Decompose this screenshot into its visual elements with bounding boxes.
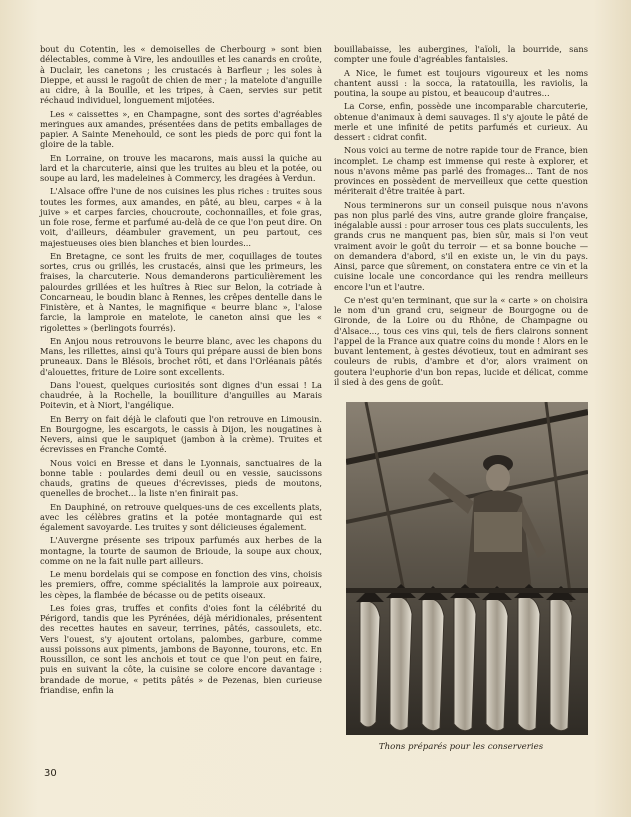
paragraph: Les foies gras, truffes et confits d'oies font la célébrité du Périgord, tandis que les Pyrénées, déjà méridionales, présentent des recettes hautes en saveur, terrines, pâtés, cassoulets, etc. Vers l'ouest, s'y ajoutent ortolans, palombes, garbure, comme aussi poissons aux piments, jambons de Bayonne, tourons, etc. En Roussillon, ce sont les anchois et tout ce que l'on peut en faire, puis en suivant la côte, la cuisine se colore encore davantage : brandade de morue, « petits pâtés » de Pezenas, bien curieuse friandise, enfin la bbox=[40, 602, 322, 695]
paragraph: En Dauphiné, on retrouve quelques-uns de ces excellents plats, avec les célèbres gratins et la potée montagnarde qui est également savoyarde. Les truites y sont délicieuses également. bbox=[40, 501, 322, 532]
photo-illustration bbox=[346, 402, 588, 735]
paragraph: Nous voici en Bresse et dans le Lyonnais, sanctuaires de la bonne table : poulardes demi deuil ou en vessie, saucissons chauds, gratins de queues d'écrevisses, pieds de moutons, quenelles de brochet... la liste n'en finirait pas. bbox=[40, 457, 322, 499]
paragraph: En Anjou nous retrouvons le beurre blanc, avec les chapons du Mans, les rillettes, ainsi qu'à Tours qui prépare aussi de bien bons pruneaux. Dans le Blésois, brochet rôti, et dans l'Orléanais pâtés d'alouettes, friture de Loire sont excellents. bbox=[40, 335, 322, 377]
paragraph: En Berry on fait déjà le clafouti que l'on retrouve en Limousin. En Bourgogne, les escargots, le cassis à Dijon, les nougatines à Nevers, ainsi que le saupiquet (jambon à la crème). Truites et écrevisses en Franche Comté. bbox=[40, 413, 322, 455]
paragraph: L'Auvergne présente ses tripoux parfumés aux herbes de la montagne, la tourte de saumon de Brioude, la soupe aux choux, comme on ne la fait nulle part ailleurs. bbox=[40, 535, 322, 566]
paragraph: Ce n'est qu'en terminant, que sur la « carte » on choisira le nom d'un grand cru, seigneur de Bourgogne ou de Gironde, de la Loire ou du Rhône, de Champagne ou d'Alsace..., tous ces vins qui, tels de fiers clairons sonnent l'appel de la France aux quatre coins du monde ! Alors en le buvant lentement, à gestes dévotieux, tout en admirant ses couleurs de rubis, d'ambre et d'or, alors vraiment on goutera l'euphorie d'un bon repas, lucide et délicat, comme il sied à des gens de goût. bbox=[334, 294, 588, 387]
paragraph: L'Alsace offre l'une de nos cuisines les plus riches : truites sous toutes les formes, aux amandes, en pâté, au bleu, carpes « à la juive » et carpes farcies, choucroute, cochonnailles, et foie gras, un foie rose, ferme et parfumé au-delà de ce que l'on peut dire. On voit, d'ailleurs, déambuler gravement, un peu partout, ces majestueuses oies bien blanches et bien lourdes... bbox=[40, 186, 322, 248]
tuna-photograph bbox=[346, 402, 588, 735]
paragraph: Le menu bordelais qui se compose en fonction des vins, choisis les premiers, offre, comme spécialités la lamproie aux poireaux, les cèpes, la flambée de bécasse ou de petits oiseaux. bbox=[40, 569, 322, 600]
paragraph: Les « caissettes », en Champagne, sont des sortes d'agréables meringues aux amandes, présentées dans de petits emballages de papier. A Sainte Menehould, ce sont les pieds de porc qui font la gloire de la table. bbox=[40, 108, 322, 150]
paragraph: Nous terminerons sur un conseil puisque nous n'avons pas non plus parlé des vins, autre grande gloire française, inégalable aussi : pour arroser tous ces plats succulents, les grands crus ne manquent pas, bien sûr, mais si l'on veut vraiment avoir le goût du terroir — et sa bonne bouche — on demandera d'abord, s'il en existe un, le vin du pays. Ainsi, parce que sûrement, on constatera entre ce vin et la cuisine locale une concordance qui les rendra meilleurs encore l'un et l'autre. bbox=[334, 199, 588, 292]
paragraph: Dans l'ouest, quelques curiosités sont dignes d'un essai ! La chaudrée, à la Rochelle, la bouilliture d'anguilles au Marais Poitevin, et à Niort, l'angélique. bbox=[40, 379, 322, 411]
left-text-column bbox=[40, 44, 322, 698]
paragraph: Nous voici au terme de notre rapide tour de France, bien incomplet. Le champ est immense qui reste à explorer, et nous n'avons même pas parlé des fromages... Tant de nos provinces en possèdent de merveilleux que cette question mériterait d'être traitée à part. bbox=[334, 145, 588, 197]
right-text-column bbox=[334, 44, 588, 390]
paragraph: En Lorraine, on trouve les macarons, mais aussi la quiche au lard et la charcuterie, ainsi que les truites au bleu et la potée, ou soupe au lard, les madeleines à Commercy, les dragées à Verdun. bbox=[40, 152, 322, 183]
paragraph: A Nice, le fumet est toujours vigoureux et les noms chantent aussi : la socca, la ratatouilla, les raviolis, la poutina, la soupe au pistou, et beaucoup d'autres... bbox=[334, 67, 588, 98]
paragraph: La Corse, enfin, possède une incomparable charcuterie, obtenue d'animaux à demi sauvages. Il s'y ajoute le pâté de merle et une infinité de petits parfumés et curieux. Au dessert : cidrat confit. bbox=[334, 101, 588, 142]
photo-caption: Thons préparés pour les conserveries bbox=[378, 742, 544, 752]
paragraph: bout du Cotentin, les « demoiselles de Cherbourg » sont bien délectables, comme à Vire, les andouilles et les canards en croûte, à Duclair, les canetons ; les crustacés à Barfleur ; les soles à Dieppe, et aussi le ragoût de chien de mer ; la matelote d'anguille au cidre, à la Bouille, et les tripes, à Caen, servies sur petit réchaud individuel, longuement mijotées. bbox=[40, 44, 322, 106]
page-number: 30 bbox=[44, 768, 57, 779]
paragraph: En Bretagne, ce sont les fruits de mer, coquillages de toutes sortes, crus ou grillés, les crustacés, ainsi que les primeurs, les fraises, la charcuterie. Nous demanderons particulièrement les palourdes grillées et les huîtres à Riec sur Belon, la cotriade à Concarneau, le boudin blanc à Rennes, les crêpes dentelle dans le Finistère, et à Nantes, le magnifique « beurre blanc », l'alose farcie, la lamproie en matelote, le caneton ainsi que les « rigolettes » (berlingots fourrés). bbox=[40, 250, 322, 333]
paragraph: bouillabaisse, les aubergines, l'aïoli, la bourride, sans compter une foule d'agréables fantaisies. bbox=[334, 44, 588, 65]
